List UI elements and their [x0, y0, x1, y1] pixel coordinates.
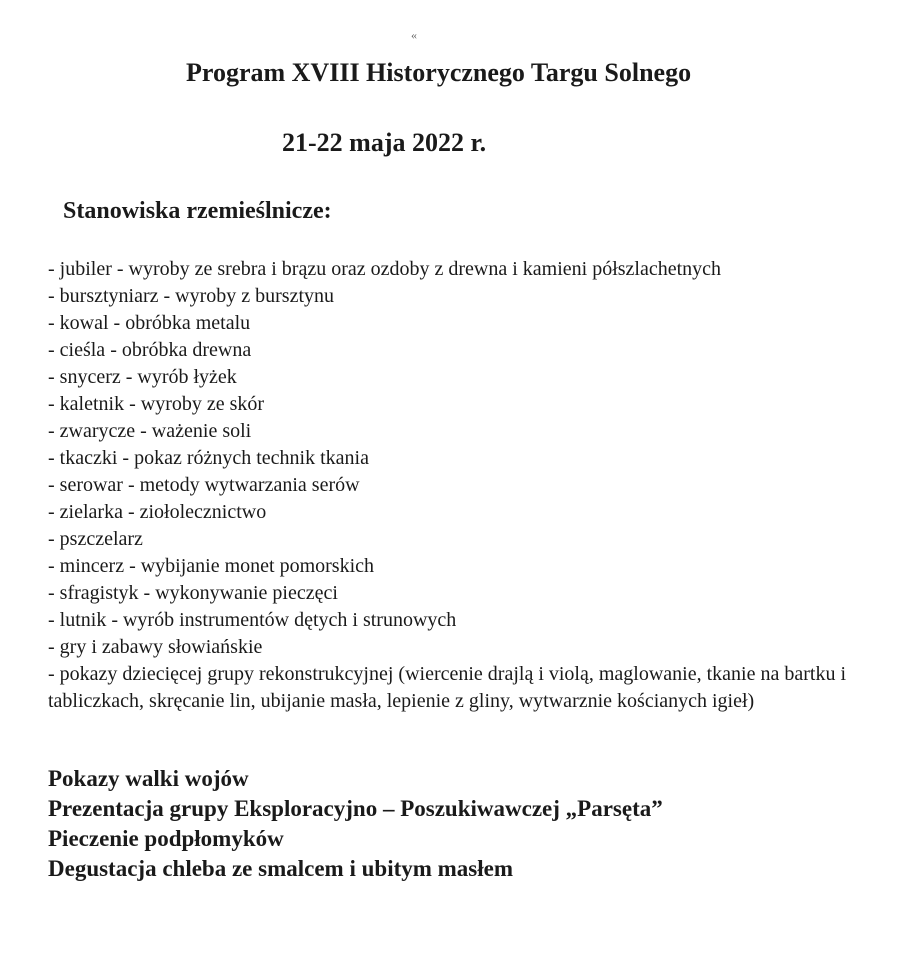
list-item: - kowal - obróbka metalu — [48, 312, 251, 334]
list-item: - zielarka - ziołolecznictwo — [48, 501, 267, 523]
list-item: - bursztyniarz - wyroby z bursztynu — [48, 285, 335, 307]
list-item: - lutnik - wyrób instrumentów dętych i strunowych — [48, 609, 457, 631]
crafts-list — [48, 256, 848, 715]
page-title: Program XVIII Historycznego Targu Solnego — [186, 58, 692, 87]
list-item: - jubiler - wyroby ze srebra i brązu oraz ozdoby z drewna i kamieni półszlachetnych — [48, 258, 722, 280]
list-item: - gry i zabawy słowiańskie — [48, 636, 263, 658]
list-item: - kaletnik - wyroby ze skór — [48, 393, 265, 415]
list-item: - sfragistyk - wykonywanie pieczęci — [48, 582, 338, 604]
event-date: 21-22 maja 2022 r. — [282, 128, 487, 157]
list-item: - cieśla - obróbka drewna — [48, 339, 252, 361]
event-item: Pieczenie podpłomyków — [48, 826, 284, 851]
list-item: - snycerz - wyrób łyżek — [48, 366, 237, 388]
list-item: - serowar - metody wytwarzania serów — [48, 474, 360, 496]
events-list — [48, 764, 663, 884]
list-item: - pokazy dziecięcej grupy rekonstrukcyjnej (wiercenie drajlą i violą, maglowanie, tkanie na bartku i tabliczkach, skręcanie lin, ubijanie masła, lepienie z gliny, wytwarznie kościanych igieł) — [48, 663, 847, 712]
event-item: Degustacja chleba ze smalcem i ubitym masłem — [48, 856, 514, 881]
crafts-heading: Stanowiska rzemieślnicze: — [63, 198, 332, 224]
event-item: Prezentacja grupy Eksploracyjno – Poszukiwawczej „Parsęta” — [48, 796, 663, 821]
list-item: - mincerz - wybijanie monet pomorskich — [48, 555, 375, 577]
scan-mark: « — [411, 28, 417, 42]
list-item: - tkaczki - pokaz różnych technik tkania — [48, 447, 369, 469]
event-item: Pokazy walki wojów — [48, 766, 249, 791]
list-item: - pszczelarz — [48, 528, 143, 550]
list-item: - zwarycze - ważenie soli — [48, 420, 252, 442]
